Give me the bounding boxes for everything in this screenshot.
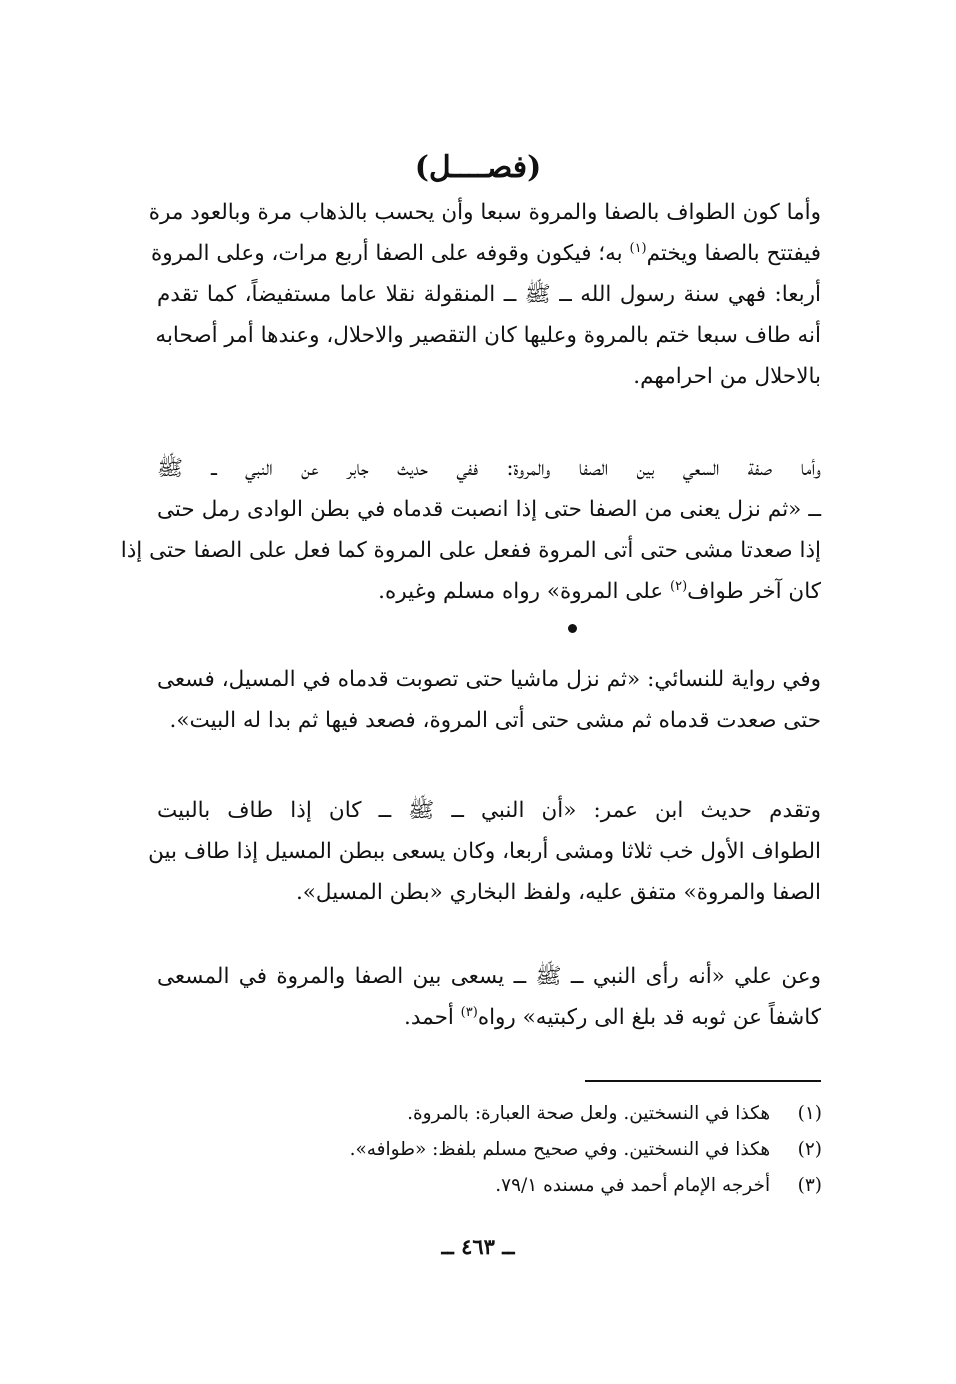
footnote-text: هكذا في النسختين. وفي صحيح مسلم بلفظ: «طوافه». xyxy=(349,1139,771,1160)
text-line: كان آخر طواف$^{(٢)}$ على المروة» رواه مسلم وغيره. xyxy=(378,578,821,604)
footnote-number: (١) xyxy=(797,1103,822,1124)
footnote xyxy=(350,1168,822,1204)
text-line: الطواف الأول خب ثلاثا ومشى أربعا، وكان يسعى ببطن المسيل إذا طاف بين xyxy=(148,839,821,864)
text-line: الصفا والمروة» متفق عليه، ولفظ البخاري «بطن المسيل». xyxy=(295,880,821,905)
text-line: بالاحلال من احرامهم. xyxy=(633,364,821,389)
text-line: أربعا: فهي سنة رسول الله ــ ﷺ ــ المنقولة نقلا عاما مستفيضاً، كما تقدم xyxy=(157,282,821,307)
footnote-marker: (٣) xyxy=(460,1004,478,1020)
footnote-text: أخرجه الإمام أحمد في مسنده ٧٩/١. xyxy=(495,1175,771,1196)
text-line: إذا صعدتا مشى حتى أتى المروة ففعل على المروة كما فعل على الصفا حتى إذا xyxy=(120,538,821,563)
footnote-marker: (٢) xyxy=(670,578,688,594)
paragraph xyxy=(148,790,821,913)
footnote-divider xyxy=(585,1080,821,1082)
footnote-number: (٣) xyxy=(797,1175,822,1196)
footnote xyxy=(350,1096,822,1132)
text-line: وتقدم حديث ابن عمر: «أن النبي ــ ﷺ ــ كان إذا طاف بالبيت xyxy=(157,798,821,823)
chapter-title: (فصــــل) xyxy=(414,150,542,185)
paragraph xyxy=(120,448,821,612)
separator-dot xyxy=(568,624,577,633)
paragraph xyxy=(157,659,821,741)
text-line: أنه طاف سبعا ختم بالمروة وعليها كان التقصير والاحلال، وعندها أمر أصحابه xyxy=(155,323,821,348)
text-line: وعن علي «أنه رأى النبي ــ ﷺ ــ يسعى بين الصفا والمروة في المسعى xyxy=(157,964,821,989)
footnotes xyxy=(350,1096,822,1204)
paragraph xyxy=(157,956,821,1038)
paragraph xyxy=(148,192,821,397)
text-line: كاشفاً عن ثوبه قد بلغ الى ركبتيه» رواه$^{(٣)}$ أحمد. xyxy=(404,1004,821,1030)
text-line: وأما صفة السعي بين الصفا والمروة: ففي حديث جابر عن النبي ــ ﷺ xyxy=(157,456,821,481)
text-line: وفي رواية للنسائي: «ثم نزل ماشيا حتى تصوبت قدماه في المسيل، فسعى xyxy=(157,667,821,692)
text-line: فيفتتح بالصفا ويختم$^{(١)}$ به؛ فيكون وقوفه على الصفا أربع مرات، وعلى المروة xyxy=(151,240,821,266)
text-line: ــ «ثم نزل يعنى من الصفا حتى إذا انصبت قدماه في بطن الوادى رمل حتى xyxy=(157,497,821,522)
text-line: حتى صعدت قدماه ثم مشى حتى أتى المروة، فصعد فيها ثم بدا له البيت». xyxy=(169,708,821,733)
text-line: وأما كون الطواف بالصفا والمروة سبعا وأن يحسب بالذهاب مرة وبالعود مرة xyxy=(148,200,821,225)
page-number: ــ ٤٦٣ ــ xyxy=(441,1234,515,1259)
footnote xyxy=(350,1132,822,1168)
footnote-marker: (١) xyxy=(629,240,647,256)
footnote-text: هكذا في النسختين. ولعل صحة العبارة: بالمروة. xyxy=(407,1103,771,1124)
footnote-number: (٢) xyxy=(797,1139,822,1160)
